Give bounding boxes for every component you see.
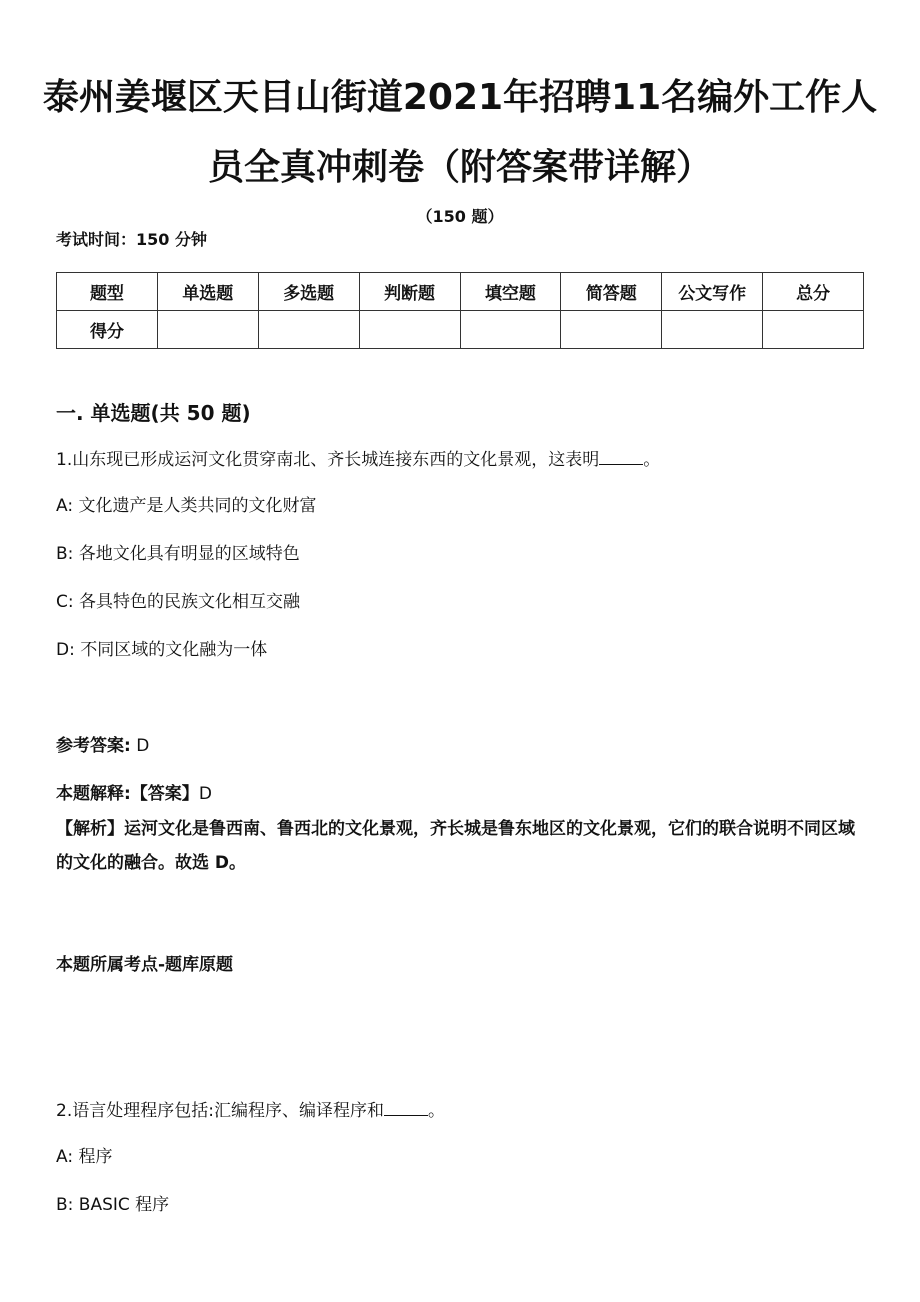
explanation-value: D [198,784,212,804]
score-table-header-cell: 公文写作 [662,273,763,311]
question-2-option-a: A: 程序 [56,1147,113,1167]
score-cell [258,311,359,349]
question-2-end: 。 [427,1101,445,1121]
answer-label: 参考答案: [56,736,131,756]
question-1-answer [56,734,149,758]
score-cell [157,311,258,349]
score-table-header-cell: 多选题 [258,273,359,311]
score-table-header-cell: 单选题 [157,273,258,311]
score-table-header-cell: 总分 [763,273,864,311]
score-row-label: 得分 [57,311,158,349]
question-1-knowledge-point: 本题所属考点-题库原题 [56,955,234,975]
question-1-end: 。 [643,450,661,470]
exam-time: 考试时间：150 分钟 [56,230,207,249]
question-1-analysis: 【解析】运河文化是鲁西南、鲁西北的文化景观，齐长城是鲁东地区的文化景观，它们的联合说明不同区域的文化的融合。故选 D。 [56,819,855,873]
answer-blank [599,446,643,465]
question-2-stem [56,1097,445,1123]
score-cell [460,311,561,349]
score-table-header-cell: 简答题 [561,273,662,311]
answer-blank [384,1097,428,1116]
score-table-score-row [57,311,864,349]
score-cell [561,311,662,349]
score-table-header-cell: 题型 [57,273,158,311]
question-count: （150 题） [416,207,504,226]
score-cell [359,311,460,349]
question-1-option-a: A: 文化遗产是人类共同的文化财富 [56,496,317,516]
question-1-option-d: D: 不同区域的文化融为一体 [56,640,268,660]
explanation-label: 本题解释:【答案】 [56,784,199,804]
score-table-header-cell: 判断题 [359,273,460,311]
score-cell [763,311,864,349]
question-2-text: 2.语言处理程序包括:汇编程序、编译程序和 [56,1101,384,1121]
answer-value: D [130,736,150,756]
score-cell [662,311,763,349]
document-title-line-2: 员全真冲刺卷（附答案带详解） [207,147,712,188]
question-1-option-b: B: 各地文化具有明显的区域特色 [56,544,300,564]
score-table-header-row [57,273,864,311]
score-table-header-cell: 填空题 [460,273,561,311]
question-1-option-c: C: 各具特色的民族文化相互交融 [56,592,301,612]
document-title-line-1: 泰州姜堰区天目山街道2021年招聘11名编外工作人 [42,77,878,118]
score-table [56,272,864,349]
question-1-text: 1.山东现已形成运河文化贯穿南北、齐长城连接东西的文化景观，这表明 [56,450,600,470]
question-1-explanation [56,782,212,806]
question-2-option-b: B: BASIC 程序 [56,1195,170,1215]
question-1-stem [56,446,660,472]
section-heading: 一. 单选题(共 50 题) [56,401,251,425]
